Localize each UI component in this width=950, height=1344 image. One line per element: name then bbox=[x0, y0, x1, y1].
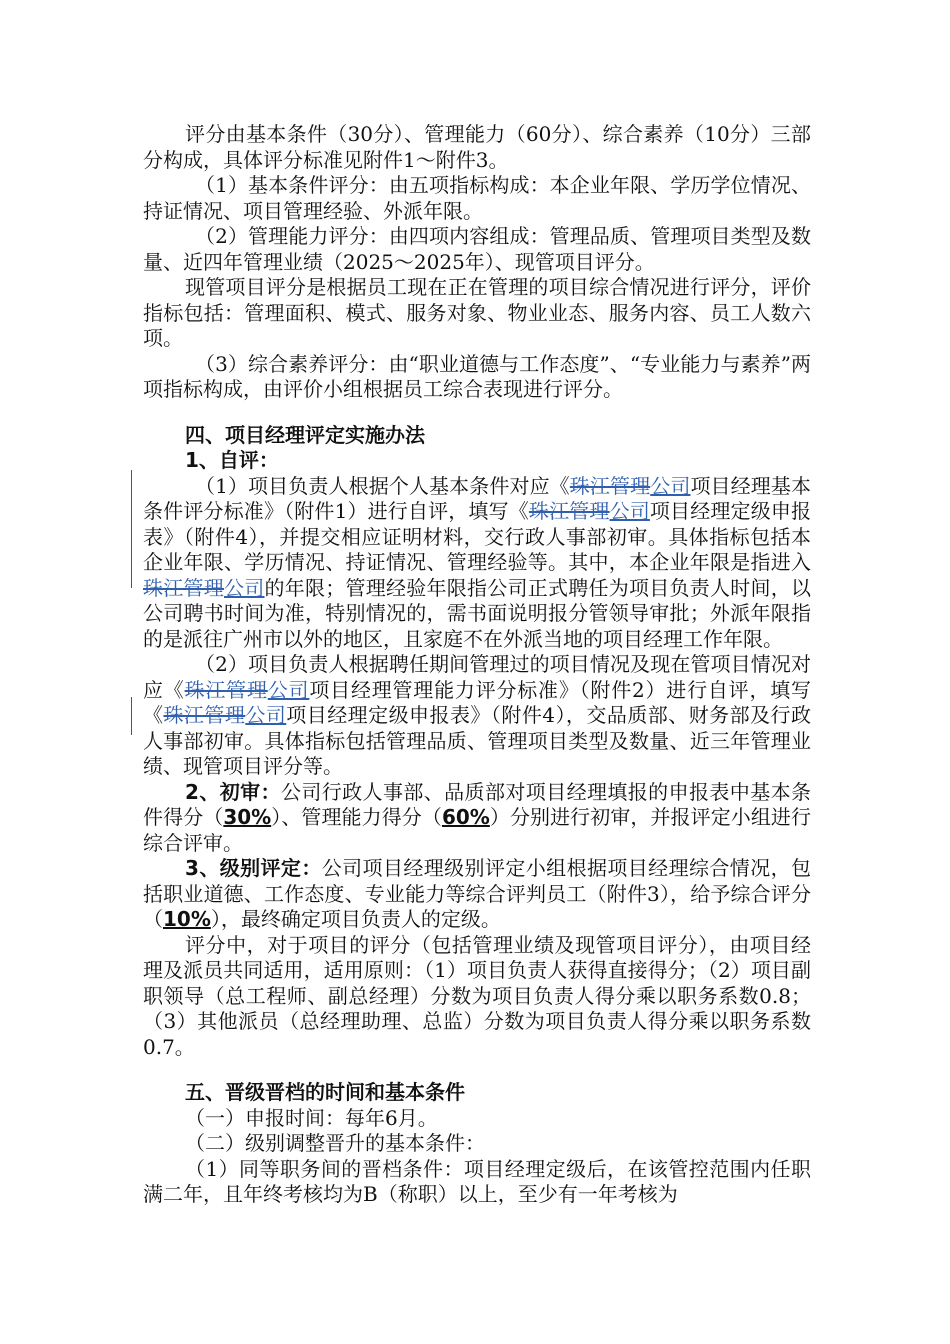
deleted-text: 珠江管理 bbox=[143, 575, 224, 600]
inline-heading: 2、初审： bbox=[185, 779, 281, 804]
text-run: ），最终确定项目负责人的定级。 bbox=[210, 907, 501, 931]
paragraph bbox=[143, 652, 811, 780]
weight-value: 30% bbox=[223, 805, 272, 829]
paragraph: 现管项目评分是根据员工现在正在管理的项目综合情况进行评分，评价指标包括：管理面积、模式、服务对象、物业业态、服务内容、员工人数六项。 bbox=[143, 275, 811, 350]
text-run: ）、管理能力得分（ bbox=[271, 805, 442, 829]
paragraph: （一）申报时间：每年6月。 bbox=[185, 1105, 438, 1130]
text-run: 公司行政人事部、品质部对项目经理填报的申报表中基本条件得分（ bbox=[143, 779, 812, 829]
revision-bar bbox=[131, 470, 132, 580]
deleted-text: 珠江管理 bbox=[569, 473, 651, 498]
paragraph: （1）基本条件评分：由五项指标构成：本企业年限、学历学位情况、持证情况、项目管理经验、外派年限。 bbox=[143, 173, 811, 223]
text-run: ）分别进行初审，并报评定小组进行综合评审。 bbox=[143, 805, 812, 855]
deleted-text: 珠江管理 bbox=[528, 499, 610, 523]
section-heading: 四、项目经理评定实施办法 bbox=[185, 422, 425, 447]
revision-bar bbox=[131, 697, 132, 735]
paragraph: （二）级别调整晋升的基本条件： bbox=[185, 1131, 485, 1155]
weight-value: 60% bbox=[441, 805, 490, 829]
text-run: 项目经理定级申报表》（附件4），交品质部、财务部及行政人事部初审。具体指标包括管理品质、管理项目类型及数量、近三年管理业绩、现管项目评分等。 bbox=[143, 703, 812, 778]
revision-bar bbox=[131, 570, 132, 588]
deleted-text: 珠江管理 bbox=[163, 703, 246, 727]
paragraph: （2）管理能力评分：由四项内容组成：管理品质、管理项目类型及数量、近四年管理业绩（2025～2025年）、现管项目评分。 bbox=[143, 224, 811, 274]
inserted-text: 公司 bbox=[267, 677, 310, 702]
inserted-text: 公司 bbox=[650, 473, 691, 498]
inserted-text: 公司 bbox=[224, 575, 265, 600]
inserted-text: 公司 bbox=[609, 499, 650, 523]
subsection-heading: 1、自评： bbox=[185, 448, 279, 472]
document-body bbox=[143, 122, 811, 1208]
paragraph: （1）同等职务间的晋档条件：项目经理定级后，在该管控范围内任职满二年，且年终考核均为B（称职）以上，至少有一年考核为 bbox=[143, 1156, 811, 1206]
spacer bbox=[143, 403, 811, 423]
inline-heading: 3、级别评定： bbox=[185, 856, 322, 880]
paragraph: 评分由基本条件（30分）、管理能力（60分）、综合素养（10分）三部分构成，具体评分标准见附件1～附件3。 bbox=[143, 122, 811, 172]
text-run: （2）项目负责人根据聘任期间管理过的项目情况及现在管项目情况对应《 bbox=[143, 652, 811, 702]
paragraph bbox=[143, 856, 811, 933]
spacer bbox=[143, 1060, 811, 1080]
paragraph: 评分中，对于项目的评分（包括管理业绩及现管项目评分），由项目经理及派员共同适用，适用原则：（1）项目负责人获得直接得分；（2）项目副职领导（总工程师、副总经理）分数为项目负责人得分乘以职务系数0.8；（3）其他派员（总经理助理、总监）分数为项目负责人得分乘以职务系数0.7。 bbox=[143, 932, 811, 1059]
inserted-text: 公司 bbox=[245, 703, 287, 727]
text-run: 项目经理基本条件评分标准》（附件1）进行自评，填写《 bbox=[143, 473, 811, 523]
deleted-text: 珠江管理 bbox=[184, 677, 268, 702]
text-run: 公司项目经理级别评定小组根据项目经理综合情况，包括职业道德、工作态度、专业能力等综合评判员工（附件3），给予综合评分（ bbox=[143, 856, 811, 931]
weight-value: 10% bbox=[163, 907, 211, 931]
text-run: （1）项目负责人根据个人基本条件对应《 bbox=[195, 473, 570, 498]
text-run: 的年限；管理经验年限指公司正式聘任为项目负责人时间，以公司聘书时间为准，特别情况的，需书面说明报分管领导审批；外派年限指的是派往广州市以外的地区，且家庭不在外派当地的项目经理工作年限。 bbox=[143, 575, 811, 651]
paragraph: （3）综合素养评分：由“职业道德与工作态度”、“专业能力与素养”两项指标构成，由评价小组根据员工综合表现进行评分。 bbox=[143, 351, 811, 401]
text-run: 项目经理管理能力评分标准》（附件2）进行自评，填写《 bbox=[143, 677, 812, 727]
paragraph bbox=[143, 780, 811, 857]
section-heading: 五、晋级晋档的时间和基本条件 bbox=[185, 1080, 465, 1104]
text-run: 项目经理定级申报表》（附件4），并提交相应证明材料，交行政人事部初审。具体指标包括本企业年限、学历情况、持证情况、管理经验等。其中，本企业年限是指进入 bbox=[143, 499, 812, 574]
paragraph bbox=[143, 474, 811, 653]
